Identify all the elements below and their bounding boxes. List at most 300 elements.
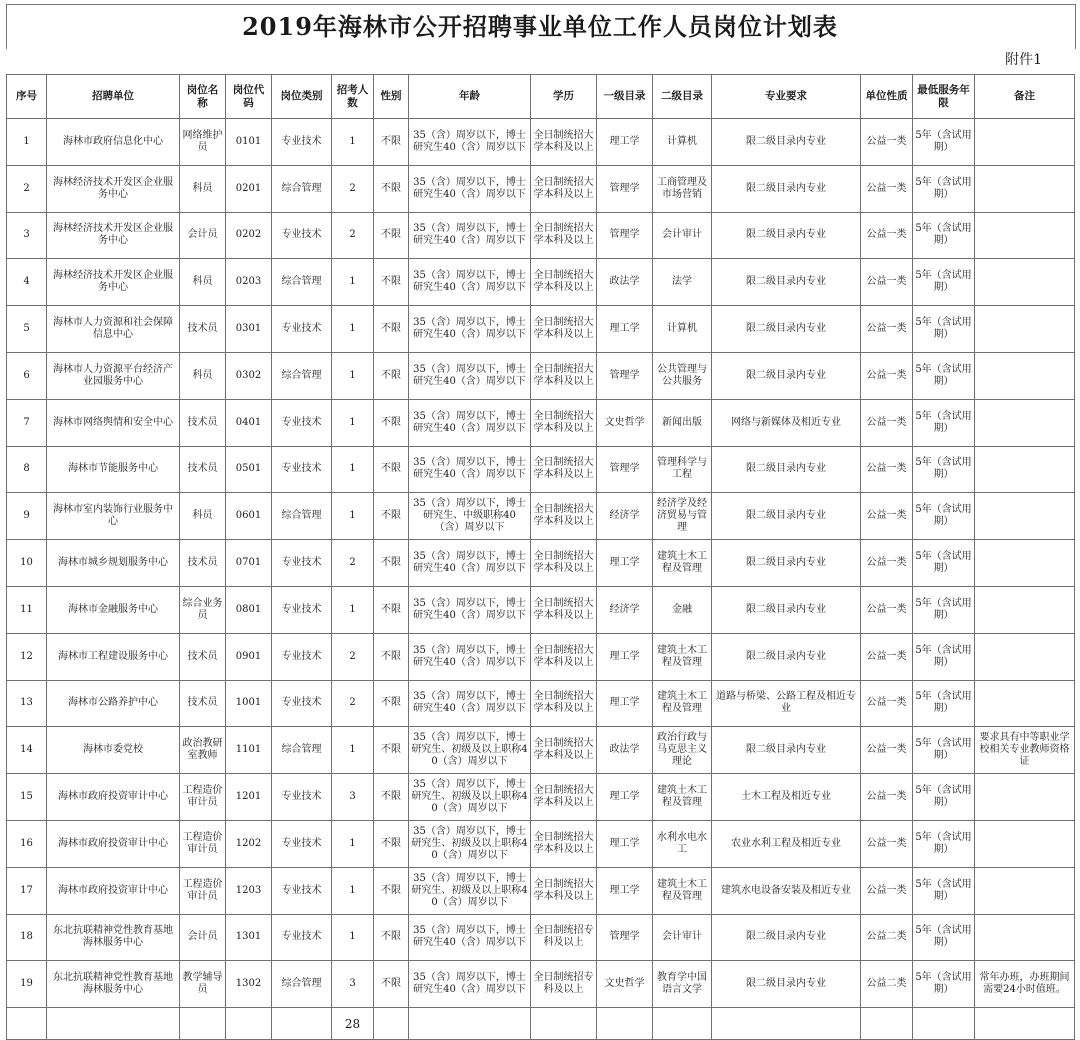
cell-unit: 海林经济技术开发区企业服务中心 [47,165,180,212]
cell-gender: 不限 [374,633,409,680]
cell-gender: 不限 [374,493,409,540]
total-cell-empty [226,1008,272,1040]
cell-nature: 公益一类 [861,727,913,774]
cell-post-code: 0801 [226,586,272,633]
cell-post-name: 工程造价审计员 [180,774,226,821]
cell-count: 1 [332,352,374,399]
cell-age: 35（含）周岁以下，博士研究生40（含）周岁以下 [409,961,531,1008]
cell-count: 1 [332,914,374,961]
cell-seq: 1 [7,119,47,166]
cell-cat2: 建筑土木工程及管理 [653,867,712,914]
cell-remark [975,212,1075,259]
recruitment-plan-table [6,74,1075,1040]
cell-remark [975,540,1075,587]
cell-age: 35（含）周岁以下，博士研究生40（含）周岁以下 [409,633,531,680]
cell-cat1: 文史哲学 [597,399,653,446]
cell-post-name: 工程造价审计员 [180,867,226,914]
cell-unit: 海林市室内装饰行业服务中心 [47,493,180,540]
cell-seq: 12 [7,633,47,680]
cell-term: 5年（含试用期） [913,493,975,540]
cell-nature: 公益一类 [861,446,913,493]
cell-post-name: 会计员 [180,212,226,259]
cell-gender: 不限 [374,119,409,166]
cell-remark [975,586,1075,633]
cell-major: 限二级目录内专业 [712,306,861,353]
cell-cat2: 建筑土木工程及管理 [653,680,712,727]
cell-count: 3 [332,961,374,1008]
cell-post-type: 专业技术 [272,306,332,353]
total-cell-empty [180,1008,226,1040]
cell-nature: 公益一类 [861,680,913,727]
cell-count: 1 [332,399,374,446]
cell-post-type: 专业技术 [272,914,332,961]
cell-unit: 海林市城乡规划服务中心 [47,540,180,587]
cell-seq: 14 [7,727,47,774]
table-row [7,212,1075,259]
cell-post-type: 专业技术 [272,119,332,166]
cell-gender: 不限 [374,774,409,821]
cell-major: 农业水利工程及相近专业 [712,820,861,867]
cell-major: 限二级目录内专业 [712,961,861,1008]
cell-post-code: 0302 [226,352,272,399]
table-row [7,727,1075,774]
col-header-post-name: 岗位名称 [180,75,226,119]
cell-cat2: 计算机 [653,306,712,353]
cell-post-code: 0201 [226,165,272,212]
cell-term: 5年（含试用期） [913,399,975,446]
col-header-major: 专业要求 [712,75,861,119]
cell-major: 道路与桥梁、公路工程及相近专业 [712,680,861,727]
cell-gender: 不限 [374,399,409,446]
cell-cat2: 管理科学与工程 [653,446,712,493]
table-row [7,961,1075,1008]
cell-cat1: 管理学 [597,212,653,259]
cell-gender: 不限 [374,540,409,587]
cell-remark [975,774,1075,821]
cell-major: 限二级目录内专业 [712,586,861,633]
cell-post-name: 科员 [180,165,226,212]
cell-education: 全日制统招大学本科及以上 [531,820,597,867]
cell-cat1: 管理学 [597,914,653,961]
table-row [7,820,1075,867]
cell-term: 5年（含试用期） [913,540,975,587]
cell-post-name: 技术员 [180,680,226,727]
cell-nature: 公益二类 [861,914,913,961]
cell-post-code: 0202 [226,212,272,259]
cell-cat2: 公共管理与公共服务 [653,352,712,399]
cell-age: 35（含）周岁以下，博士研究生40（含）周岁以下 [409,306,531,353]
cell-seq: 5 [7,306,47,353]
cell-remark [975,680,1075,727]
cell-count: 1 [332,259,374,306]
table-row [7,259,1075,306]
cell-cat1: 理工学 [597,633,653,680]
cell-cat2: 建筑土木工程及管理 [653,633,712,680]
cell-nature: 公益一类 [861,586,913,633]
cell-education: 全日制统招大学本科及以上 [531,165,597,212]
cell-gender: 不限 [374,961,409,1008]
cell-post-name: 政治教研室教师 [180,727,226,774]
total-cell-empty [409,1008,531,1040]
cell-nature: 公益一类 [861,306,913,353]
total-cell-empty [272,1008,332,1040]
cell-cat1: 政法学 [597,727,653,774]
cell-education: 全日制统招大学本科及以上 [531,867,597,914]
cell-cat2: 金融 [653,586,712,633]
cell-gender: 不限 [374,914,409,961]
cell-cat1: 管理学 [597,352,653,399]
cell-cat2: 教育学中国语言文学 [653,961,712,1008]
cell-unit: 海林市节能服务中心 [47,446,180,493]
cell-unit: 海林市政府投资审计中心 [47,820,180,867]
cell-term: 5年（含试用期） [913,119,975,166]
cell-cat2: 水利水电水工 [653,820,712,867]
attachment-label: 附件1 [1005,52,1042,68]
cell-cat1: 政法学 [597,259,653,306]
cell-education: 全日制统招大学本科及以上 [531,119,597,166]
cell-seq: 10 [7,540,47,587]
cell-cat1: 理工学 [597,540,653,587]
cell-major: 限二级目录内专业 [712,352,861,399]
cell-gender: 不限 [374,212,409,259]
cell-post-type: 专业技术 [272,774,332,821]
cell-age: 35（含）周岁以下，博士研究生、初级及以上职称40（含）周岁以下 [409,820,531,867]
cell-count: 2 [332,165,374,212]
cell-post-name: 技术员 [180,399,226,446]
total-cell-empty [653,1008,712,1040]
cell-remark [975,352,1075,399]
cell-post-type: 综合管理 [272,352,332,399]
cell-count: 1 [332,586,374,633]
cell-cat1: 理工学 [597,867,653,914]
cell-post-code: 0901 [226,633,272,680]
page-title: 2019年海林市公开招聘事业单位工作人员岗位计划表 [242,12,838,41]
cell-major: 建筑水电设备安装及相近专业 [712,867,861,914]
cell-post-name: 综合业务员 [180,586,226,633]
cell-education: 全日制统招大学本科及以上 [531,212,597,259]
col-header-gender: 性别 [374,75,409,119]
total-cell-empty [597,1008,653,1040]
cell-nature: 公益一类 [861,119,913,166]
cell-remark [975,867,1075,914]
total-cell-empty [531,1008,597,1040]
cell-seq: 17 [7,867,47,914]
cell-gender: 不限 [374,680,409,727]
cell-unit: 海林市政府投资审计中心 [47,867,180,914]
cell-major: 限二级目录内专业 [712,914,861,961]
col-header-cat1: 一级目录 [597,75,653,119]
cell-nature: 公益二类 [861,961,913,1008]
cell-gender: 不限 [374,259,409,306]
cell-major: 网络与新媒体及相近专业 [712,399,861,446]
cell-remark [975,820,1075,867]
cell-seq: 8 [7,446,47,493]
table-row [7,774,1075,821]
table-row [7,680,1075,727]
cell-term: 5年（含试用期） [913,352,975,399]
cell-gender: 不限 [374,446,409,493]
cell-education: 全日制统招大学本科及以上 [531,493,597,540]
total-cell-empty [7,1008,47,1040]
cell-education: 全日制统招大学本科及以上 [531,446,597,493]
cell-seq: 15 [7,774,47,821]
cell-term: 5年（含试用期） [913,774,975,821]
cell-remark [975,633,1075,680]
cell-post-type: 综合管理 [272,493,332,540]
cell-education: 全日制统招大学本科及以上 [531,399,597,446]
cell-count: 1 [332,446,374,493]
cell-post-type: 专业技术 [272,399,332,446]
cell-cat1: 经济学 [597,586,653,633]
cell-count: 2 [332,540,374,587]
cell-post-code: 0101 [226,119,272,166]
cell-post-code: 0301 [226,306,272,353]
cell-cat2: 经济学及经济贸易与管理 [653,493,712,540]
cell-age: 35（含）周岁以下，博士研究生40（含）周岁以下 [409,259,531,306]
cell-age: 35（含）周岁以下，博士研究生40（含）周岁以下 [409,165,531,212]
cell-unit: 海林市政府信息化中心 [47,119,180,166]
cell-gender: 不限 [374,867,409,914]
cell-post-code: 0601 [226,493,272,540]
col-header-seq: 序号 [7,75,47,119]
cell-nature: 公益一类 [861,633,913,680]
col-header-post-type: 岗位类别 [272,75,332,119]
table-row [7,165,1075,212]
cell-nature: 公益一类 [861,212,913,259]
cell-seq: 3 [7,212,47,259]
cell-unit: 海林市金融服务中心 [47,586,180,633]
cell-cat1: 理工学 [597,820,653,867]
cell-cat1: 理工学 [597,306,653,353]
cell-major: 限二级目录内专业 [712,633,861,680]
cell-cat1: 理工学 [597,774,653,821]
cell-post-code: 1201 [226,774,272,821]
cell-major: 限二级目录内专业 [712,493,861,540]
cell-major: 限二级目录内专业 [712,212,861,259]
cell-education: 全日制统招大学本科及以上 [531,540,597,587]
cell-major: 限二级目录内专业 [712,165,861,212]
cell-term: 5年（含试用期） [913,212,975,259]
cell-unit: 东北抗联精神党性教育基地海林服务中心 [47,914,180,961]
cell-post-type: 专业技术 [272,586,332,633]
cell-post-type: 专业技术 [272,633,332,680]
cell-cat1: 理工学 [597,119,653,166]
table-row [7,586,1075,633]
cell-count: 2 [332,680,374,727]
cell-post-name: 科员 [180,352,226,399]
cell-count: 2 [332,212,374,259]
cell-gender: 不限 [374,352,409,399]
cell-post-type: 专业技术 [272,446,332,493]
cell-cat2: 建筑土木工程及管理 [653,540,712,587]
cell-gender: 不限 [374,165,409,212]
cell-remark [975,399,1075,446]
table-row [7,352,1075,399]
cell-post-type: 综合管理 [272,259,332,306]
cell-education: 全日制统招大学本科及以上 [531,259,597,306]
col-header-nature: 单位性质 [861,75,913,119]
cell-remark [975,493,1075,540]
cell-term: 5年（含试用期） [913,586,975,633]
header-row [7,75,1075,119]
cell-seq: 11 [7,586,47,633]
cell-age: 35（含）周岁以下，博士研究生、初级及以上职称40（含）周岁以下 [409,867,531,914]
total-cell-empty [913,1008,975,1040]
cell-term: 5年（含试用期） [913,306,975,353]
cell-seq: 19 [7,961,47,1008]
cell-post-name: 会计员 [180,914,226,961]
cell-nature: 公益一类 [861,165,913,212]
cell-unit: 海林经济技术开发区企业服务中心 [47,212,180,259]
cell-post-name: 技术员 [180,306,226,353]
cell-age: 35（含）周岁以下，博士研究生40（含）周岁以下 [409,352,531,399]
cell-cat1: 管理学 [597,446,653,493]
cell-remark [975,306,1075,353]
cell-unit: 东北抗联精神党性教育基地海林服务中心 [47,961,180,1008]
col-header-education: 学历 [531,75,597,119]
cell-count: 1 [332,727,374,774]
cell-seq: 9 [7,493,47,540]
cell-seq: 16 [7,820,47,867]
cell-post-type: 综合管理 [272,165,332,212]
col-header-remark: 备注 [975,75,1075,119]
cell-post-name: 技术员 [180,446,226,493]
total-cell-empty [975,1008,1075,1040]
cell-remark [975,259,1075,306]
cell-cat2: 会计审计 [653,914,712,961]
cell-major: 限二级目录内专业 [712,540,861,587]
cell-post-name: 教学辅导员 [180,961,226,1008]
table-row [7,446,1075,493]
cell-post-type: 专业技术 [272,820,332,867]
cell-post-code: 0501 [226,446,272,493]
cell-age: 35（含）周岁以下，博士研究生40（含）周岁以下 [409,119,531,166]
cell-nature: 公益一类 [861,867,913,914]
cell-count: 1 [332,306,374,353]
cell-cat1: 文史哲学 [597,961,653,1008]
cell-remark [975,165,1075,212]
cell-nature: 公益一类 [861,540,913,587]
cell-post-code: 0203 [226,259,272,306]
cell-major: 限二级目录内专业 [712,259,861,306]
cell-post-name: 网络维护员 [180,119,226,166]
cell-cat1: 管理学 [597,165,653,212]
cell-post-type: 综合管理 [272,727,332,774]
cell-cat2: 建筑土木工程及管理 [653,774,712,821]
total-cell-empty [47,1008,180,1040]
cell-post-code: 1101 [226,727,272,774]
cell-remark [975,119,1075,166]
cell-unit: 海林市人力资源平台经济产业园服务中心 [47,352,180,399]
cell-term: 5年（含试用期） [913,165,975,212]
cell-cat2: 政治行政与马克思主义理论 [653,727,712,774]
cell-term: 5年（含试用期） [913,680,975,727]
cell-post-code: 1302 [226,961,272,1008]
cell-major: 土木工程及相近专业 [712,774,861,821]
cell-remark [975,446,1075,493]
cell-education: 全日制统招大学本科及以上 [531,774,597,821]
cell-count: 3 [332,774,374,821]
table-row [7,914,1075,961]
cell-post-code: 1301 [226,914,272,961]
table-row [7,493,1075,540]
cell-education: 全日制统招大学本科及以上 [531,586,597,633]
total-row [7,1008,1075,1040]
total-cell-empty [861,1008,913,1040]
cell-age: 35（含）周岁以下，博士研究生40（含）周岁以下 [409,680,531,727]
cell-gender: 不限 [374,820,409,867]
cell-post-code: 1001 [226,680,272,727]
cell-post-code: 1203 [226,867,272,914]
cell-nature: 公益一类 [861,820,913,867]
cell-unit: 海林市网络舆情和安全中心 [47,399,180,446]
cell-education: 全日制统招专科及以上 [531,961,597,1008]
cell-term: 5年（含试用期） [913,914,975,961]
cell-post-name: 科员 [180,493,226,540]
cell-education: 全日制统招大学本科及以上 [531,352,597,399]
cell-term: 5年（含试用期） [913,867,975,914]
cell-age: 35（含）周岁以下，博士研究生、初级及以上职称40（含）周岁以下 [409,774,531,821]
cell-nature: 公益一类 [861,774,913,821]
cell-unit: 海林经济技术开发区企业服务中心 [47,259,180,306]
cell-major: 限二级目录内专业 [712,119,861,166]
cell-age: 35（含）周岁以下，博士研究生40（含）周岁以下 [409,446,531,493]
cell-age: 35（含）周岁以下，博士研究生、初级及以上职称40（含）周岁以下 [409,727,531,774]
cell-unit: 海林市工程建设服务中心 [47,633,180,680]
col-header-term: 最低服务年限 [913,75,975,119]
cell-cat1: 理工学 [597,680,653,727]
cell-unit: 海林市人力资源和社会保障信息中心 [47,306,180,353]
cell-seq: 18 [7,914,47,961]
total-cell-empty [374,1008,409,1040]
cell-post-code: 1202 [226,820,272,867]
cell-seq: 7 [7,399,47,446]
cell-gender: 不限 [374,306,409,353]
cell-unit: 海林市委党校 [47,727,180,774]
col-header-count: 招考人数 [332,75,374,119]
cell-term: 5年（含试用期） [913,820,975,867]
cell-age: 35（含）周岁以下，博士研究生、中级职称40（含）周岁以下 [409,493,531,540]
cell-term: 5年（含试用期） [913,961,975,1008]
cell-post-type: 专业技术 [272,212,332,259]
cell-age: 35（含）周岁以下，博士研究生40（含）周岁以下 [409,540,531,587]
cell-post-code: 0701 [226,540,272,587]
cell-age: 35（含）周岁以下，博士研究生40（含）周岁以下 [409,914,531,961]
cell-term: 5年（含试用期） [913,259,975,306]
col-header-age: 年龄 [409,75,531,119]
table-body [7,119,1075,1008]
cell-age: 35（含）周岁以下，博士研究生40（含）周岁以下 [409,212,531,259]
cell-term: 5年（含试用期） [913,727,975,774]
cell-post-type: 专业技术 [272,680,332,727]
cell-post-type: 专业技术 [272,867,332,914]
cell-count: 1 [332,867,374,914]
cell-count: 2 [332,633,374,680]
cell-remark [975,914,1075,961]
cell-post-name: 工程造价审计员 [180,820,226,867]
table-row [7,540,1075,587]
cell-gender: 不限 [374,727,409,774]
cell-unit: 海林市公路养护中心 [47,680,180,727]
cell-seq: 4 [7,259,47,306]
cell-nature: 公益一类 [861,352,913,399]
table-row [7,399,1075,446]
cell-seq: 6 [7,352,47,399]
cell-term: 5年（含试用期） [913,633,975,680]
table-row [7,119,1075,166]
cell-nature: 公益一类 [861,399,913,446]
cell-education: 全日制统招专科及以上 [531,914,597,961]
